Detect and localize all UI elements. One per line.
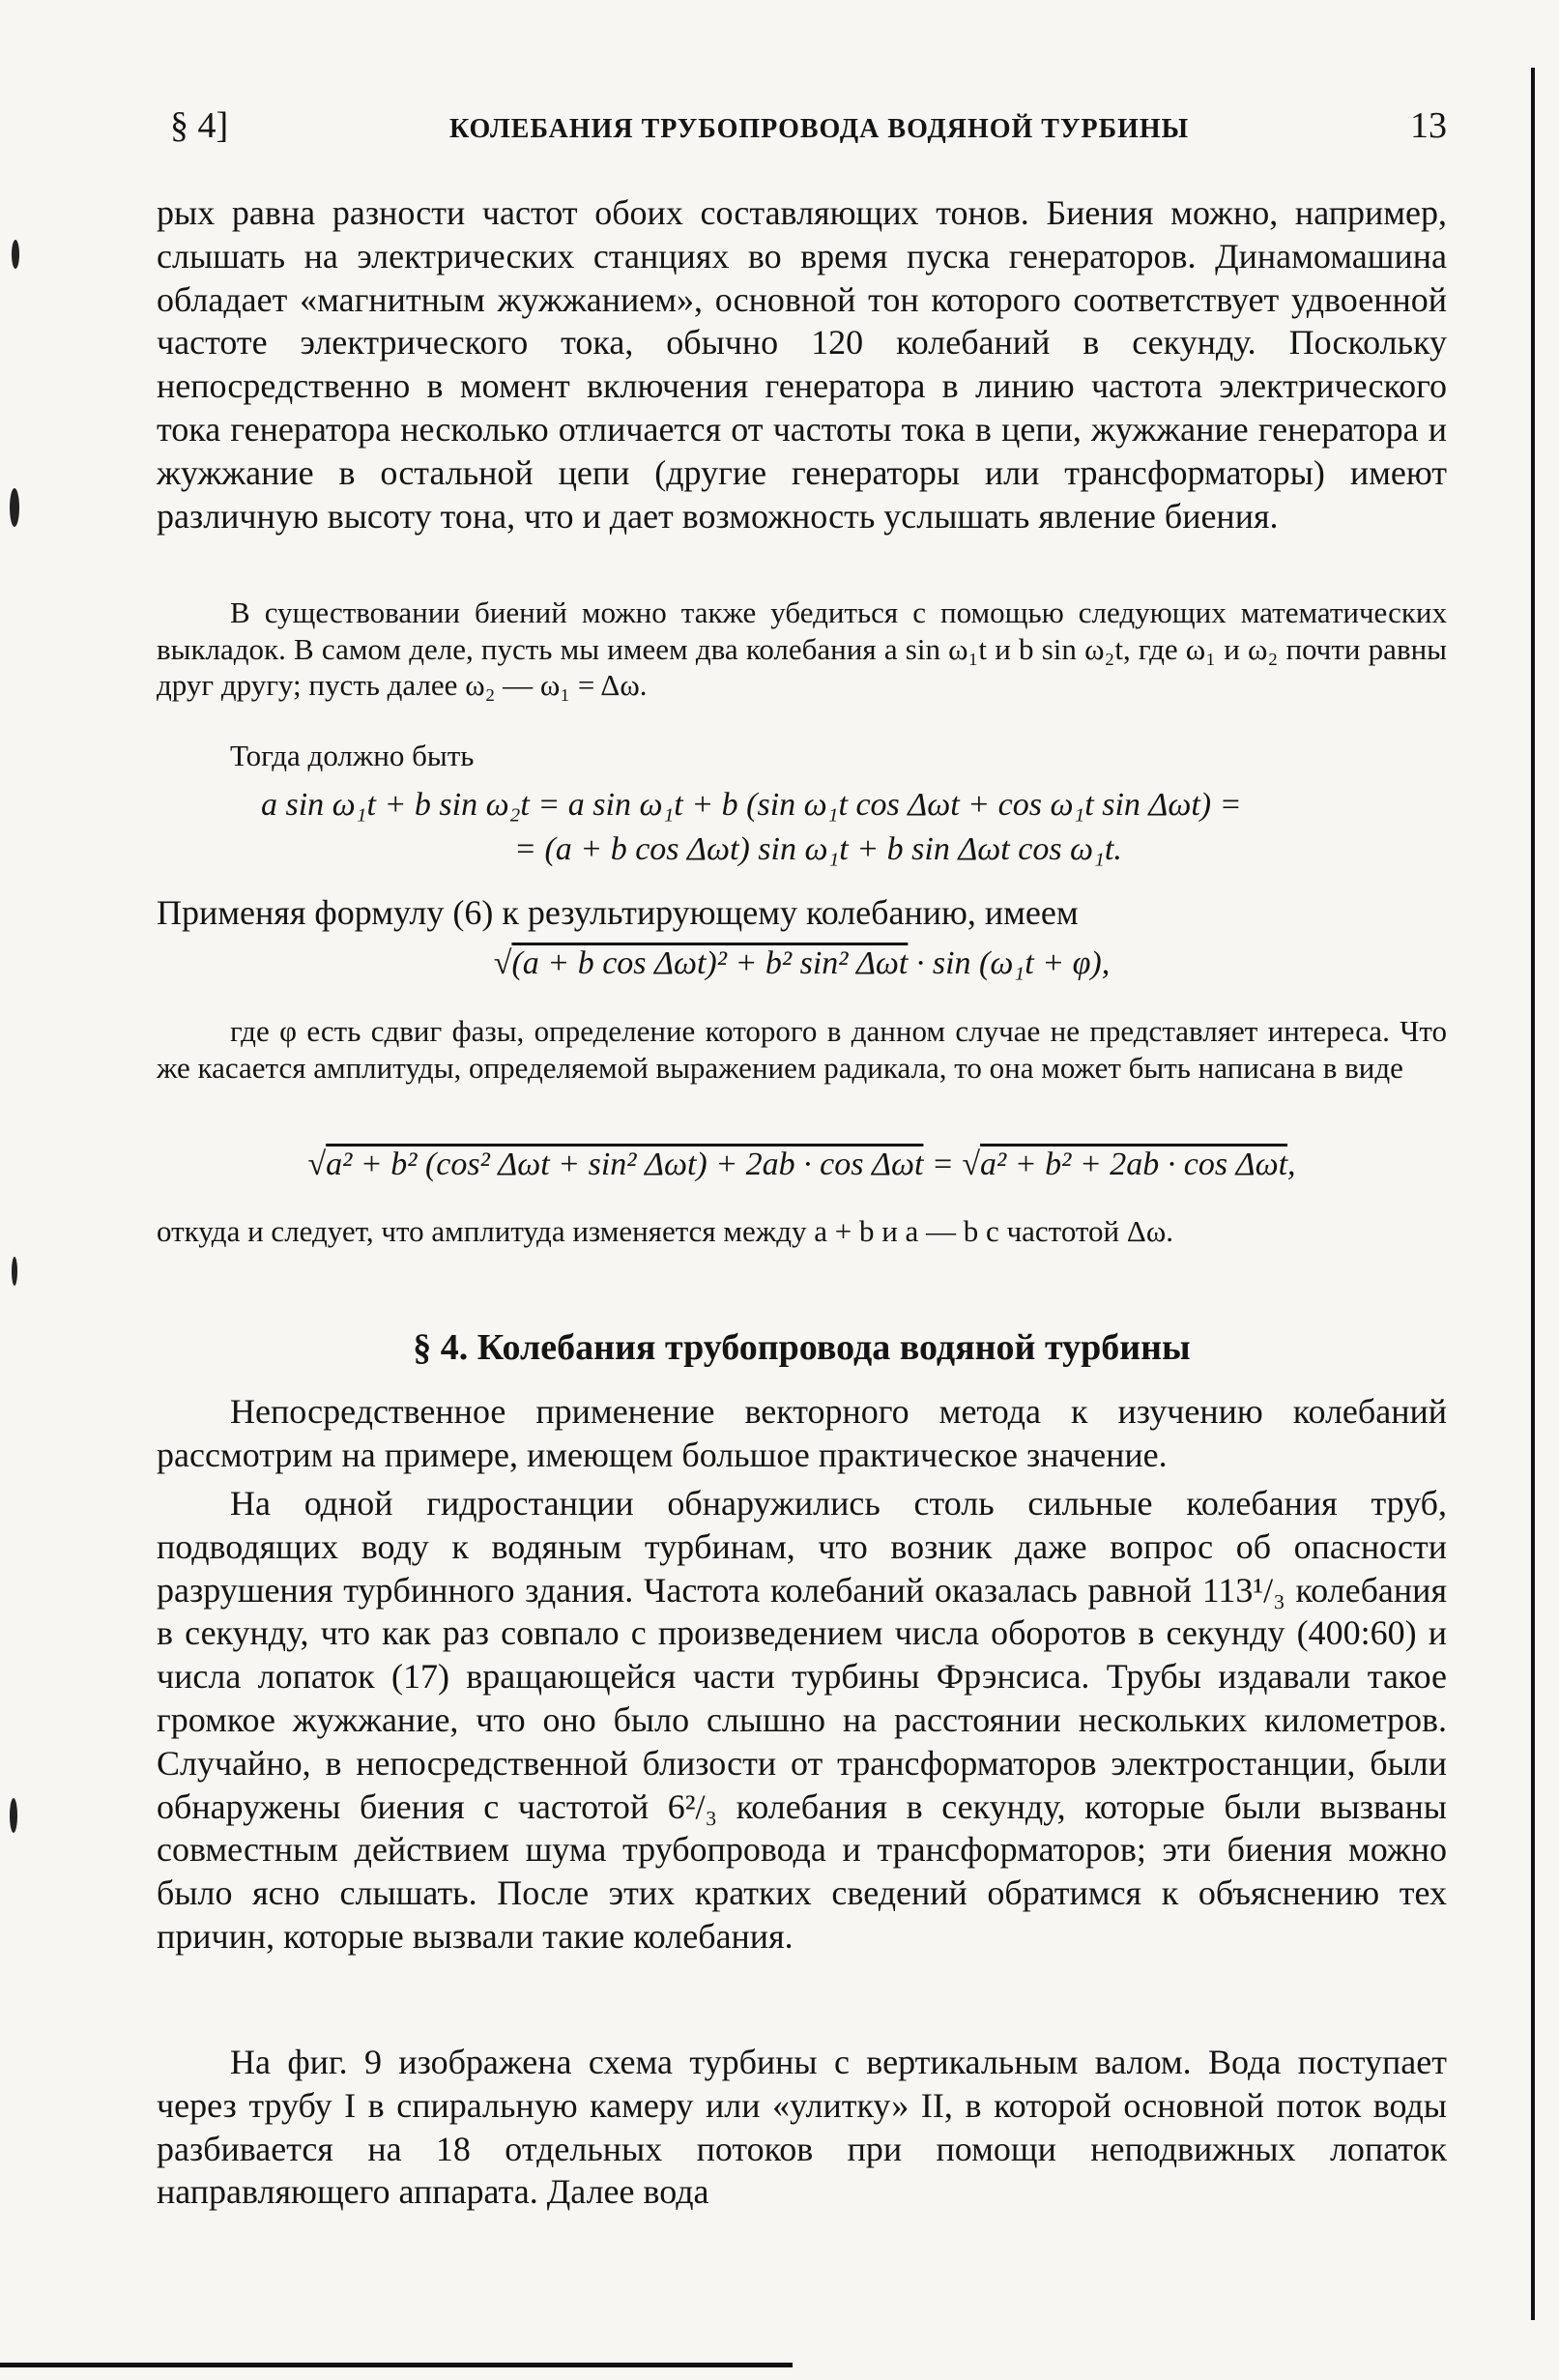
- applying-line: Применяя формулу (6) к результирующему колебанию, имеем: [157, 893, 1079, 932]
- amplitude-paragraph-block: [157, 1213, 1447, 1250]
- radical-sign-right: √: [962, 1146, 981, 1182]
- para-2: На одной гидростанции обнаружились столь сильные колебания труб, подводящих воду к водяным турбинам, что возник даже вопрос об опасности разрушения турбинного здания. Частота колебаний оказалась равной 113¹/₃ колебания в секунду, что как раз совпало с произведением числа оборотов в секунду (400:60) и числа лопаток (17) вращающейся части турбины Фрэнсиса. Трубы издавали такое громкое жужжание, что оно было слышно на расстоянии нескольких километров. Случайно, в непосредственной близости от трансформаторов электростанции, были обнаружены биения с частотой 6²/₃ колебания в секунду, которые были вызваны совместным действием шума трубопровода и трансформаторов; эти биения можно было ясно слышать. После этих кратких сведений обратимся к объяснению тех причин, которые вызвали такие колебания.: [157, 1484, 1447, 1956]
- top-paragraph-block: [157, 191, 1447, 537]
- para-1: Непосредственное применение векторного метода к изучению колебаний рассмотрим на примере, имеющем большое практическое значение.: [157, 1392, 1447, 1474]
- page-number: 13: [1409, 105, 1447, 146]
- para-1-block: [157, 1390, 1447, 1477]
- phase-paragraph: где φ есть сдвиг фазы, определение которого в данном случае не представляет интереса. Что же касается амплитуды, определяемой выражением радикала, то она может быть написана в виде: [157, 1014, 1447, 1085]
- formula-3: [157, 1146, 1447, 1183]
- formula-1a: a sin ω₁t + b sin ω₂t = a sin ω₁t + b (sin ω₁t cos Δωt + cos ω₁t sin Δωt) =: [261, 787, 1242, 823]
- margin-mark: [12, 240, 19, 269]
- margin-mark: [10, 1798, 17, 1833]
- formula-3-equals: =: [931, 1146, 954, 1182]
- para-3: На фиг. 9 изображена схема турбины с вертикальным валом. Вода поступает через трубу I в спиральную камеру или «улитку» II, в которой основной поток воды разбивается на 18 отдельных потоков при помощи неподвижных лопаток направляющего аппарата. Далее вода: [157, 2043, 1447, 2212]
- running-header: [170, 104, 1447, 159]
- para-3-block: [157, 2041, 1447, 2214]
- formula-3-end: ,: [1287, 1146, 1296, 1182]
- margin-mark: [12, 1257, 17, 1286]
- formula-3-right: a² + b² + 2ab · cos Δωt: [980, 1146, 1288, 1182]
- then-line-block: [157, 738, 1447, 774]
- bottom-edge-bar: [0, 2363, 793, 2367]
- right-edge-bar: [1531, 68, 1535, 2320]
- section-heading-block: [157, 1326, 1447, 1369]
- radical-sign-left: √: [307, 1146, 327, 1182]
- formula-2-tail: · sin (ω₁t + φ),: [915, 945, 1111, 981]
- amplitude-paragraph: откуда и следует, что амплитуда изменяется между a + b и a — b с частотой Δω.: [157, 1214, 1173, 1248]
- header-title: КОЛЕБАНИЯ ТРУБОПРОВОДА ВОДЯНОЙ ТУРБИНЫ: [448, 114, 1190, 144]
- para-2-block: [157, 1482, 1447, 1959]
- section-heading: § 4. Колебания трубопровода водяной турбины: [413, 1327, 1191, 1368]
- margin-mark: [10, 488, 19, 527]
- phase-paragraph-block: [157, 1013, 1447, 1086]
- formula-3-left: a² + b² (cos² Δωt + sin² Δωt) + 2ab · cos Δωt: [326, 1146, 924, 1182]
- header-section: § 4]: [170, 105, 229, 146]
- applying-line-block: [157, 891, 1447, 935]
- radical-sign: √: [493, 945, 512, 981]
- top-paragraph: рых равна разности частот обоих составляющих тонов. Биения можно, например, слышать на электрических станциях во время пуска генераторов. Динамомашина обладает «магнитным жужжанием», основной тон которого соответствует удвоенной частоте электрического тока, обычно 120 колебаний в секунду. Поскольку непосредственно в момент включения генератора в линию частота электрического тока генератора несколько отличается от частоты тока в цепи, жужжание генератора и жужжание в остальной цепи (другие генераторы или трансформаторы) имеют различную высоту тона, что и дает возможность услышать явление биения.: [157, 193, 1447, 536]
- formula-2-radicand: (a + b cos Δωt)² + b² sin² Δωt: [511, 945, 909, 981]
- formula-1b: = (a + b cos Δωt) sin ω₁t + b sin Δωt cos ω₁t.: [514, 831, 1122, 867]
- formula-2: [157, 945, 1447, 982]
- small-paragraph-block: [157, 595, 1447, 704]
- then-line: Тогда должно быть: [230, 739, 475, 772]
- small-paragraph: В существовании биений можно также убедиться с помощью следующих математических выкладок. В самом деле, пусть мы имеем два колебания a sin ω₁t и b sin ω₂t, где ω₁ и ω₂ почти равны друг другу; пусть далее ω₂ — ω₁ = Δω.: [157, 595, 1447, 702]
